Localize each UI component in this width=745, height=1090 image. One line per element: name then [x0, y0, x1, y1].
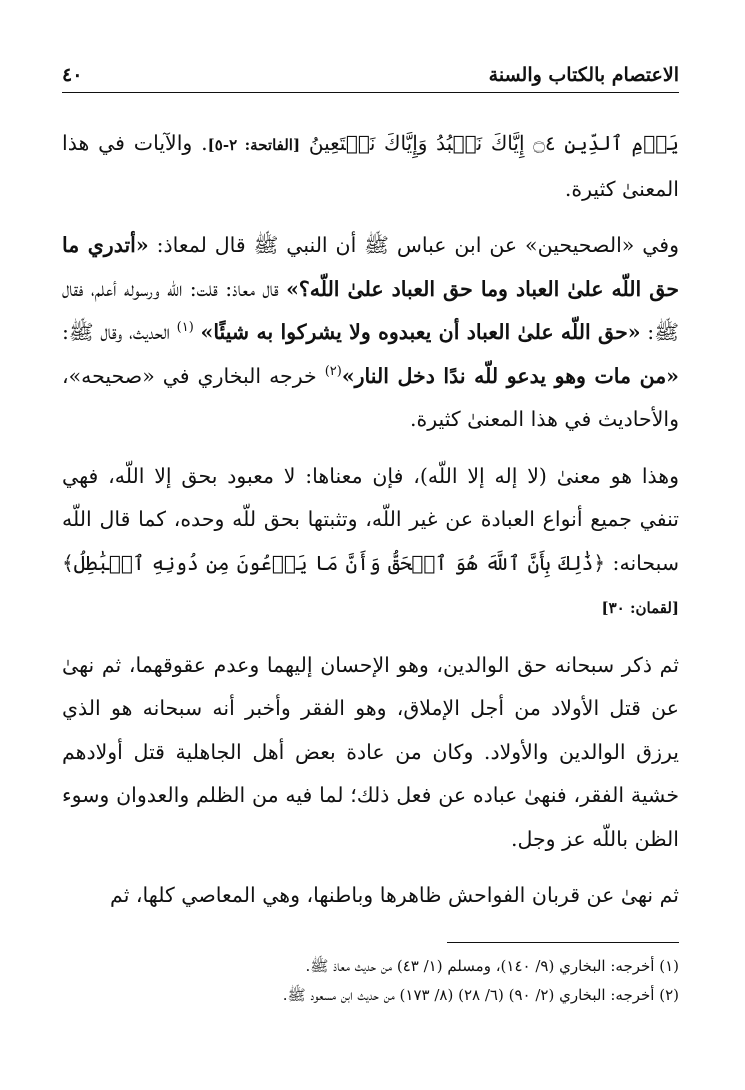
text: الحديث، وقال ﷺ: — [62, 320, 177, 344]
text: خرجه البخاري في «صحيحه»، والأحاديث في هذا المعنىٰ كثيرة. — [62, 363, 679, 431]
quran-verse: يَوۡمِ ٱلدِّينِ ۝٤ إِيَّاكَ نَعۡبُدُ وَإِيَّاكَ نَسۡتَعِينُ — [308, 131, 679, 155]
running-header — [62, 64, 679, 93]
hadith-quote: «حق اللّه علىٰ العباد أن يعبدوه ولا يشركوا به شيئًا» — [200, 320, 641, 344]
paragraph-5: ثم نهىٰ عن قربان الفواحش ظاهرها وباطنها، وهي المعاصي كلها، ثم — [110, 883, 679, 907]
text: . والآيات في هذا المعنىٰ كثيرة. — [62, 131, 679, 201]
quran-verse: ﴿ذَٰلِكَ بِأَنَّ ٱللَّهَ هُوَ ٱلۡحَقُّ وَأَنَّ مَا يَدۡعُونَ مِن دُونِهِ ٱلۡبَٰطِلُ﴾ — [62, 550, 606, 575]
footnote-divider — [447, 942, 679, 943]
page-number: ٤٠ — [62, 64, 83, 86]
paragraph-1 — [62, 122, 679, 211]
footnote-2: (٢) أخرجه: البخاري (٢/ ٩٠) (٦/ ٢٨) (٨/ ١٧٣) من حديث ابن مسعود ﷺ. — [282, 986, 679, 1004]
footnotes — [62, 952, 679, 1010]
paragraph-3 — [62, 455, 679, 631]
paragraph-4: ثم ذكر سبحانه حق الوالدين، وهو الإحسان إليهما وعدم عقوقهما، ثم نهىٰ عن قتل الأولاد من أجل الإملاق، وهو الفقر وأخبر أنه سبحانه هو الذي يرزق الوالدين والأولاد. وكان من عادة بعض أهل الجاهلية قتل أولادهم خشية الفقر، فنهىٰ عباده عن فعل ذلك؛ لما فيه من الظلم والعدوان وسوء الظن باللّه عز وجل. — [62, 652, 679, 851]
text: وفي «الصحيحين» عن ابن عباس ﷺ أن النبي ﷺ قال لمعاذ: — [148, 233, 679, 257]
hadith-quote: «من مات وهو يدعو للّه ندًا دخل النار» — [341, 363, 679, 388]
footnote-marker: (١) — [176, 320, 194, 336]
page-body — [62, 122, 679, 931]
text: وهذا هو معنىٰ (لا إله إلا اللّه)، فإن معناها: لا معبود بحق إلا اللّه، فهي تنفي جميع أنواع العبادة عن غير اللّه، وتثبتها بحق للّه وحده، كما قال اللّه سبحانه: — [62, 463, 679, 575]
book-title: الاعتصام بالكتاب والسنة — [488, 64, 679, 86]
verse-reference: [لقمان: ٣٠] — [601, 599, 679, 617]
text: قال معاذ: قلت: اللّه ورسوله أعلم، فقال ﷺ: — [62, 276, 679, 344]
verse-reference: [الفاتحة: ٢-٥] — [207, 136, 301, 154]
paragraph-2 — [62, 224, 679, 442]
footnote-1: (١) أخرجه: البخاري (٩/ ١٤٠)، ومسلم (١/ ٤٣) من حديث معاذ ﷺ. — [305, 957, 679, 975]
footnote-marker: (٢) — [324, 363, 342, 379]
hadith-quote: «أتدري ما حق اللّه علىٰ العباد وما حق العباد علىٰ اللّه؟» — [62, 233, 679, 301]
